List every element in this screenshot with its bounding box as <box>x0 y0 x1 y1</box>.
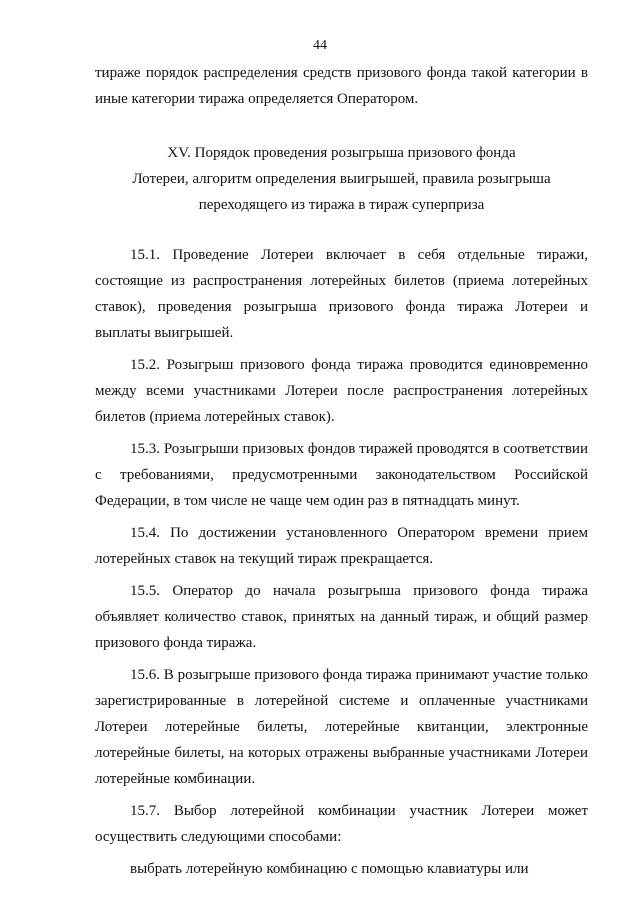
section-heading-line-3: переходящего из тиража в тираж суперприза <box>198 197 485 213</box>
intro-paragraph: тираже порядок распределения средств призового фонда такой категории в иные категории тиража определяется Оператором. <box>95 65 588 107</box>
paragraph-15-1: 15.1. Проведение Лотереи включает в себя отдельные тиражи, состоящие из распространения лотерейных билетов (приема лотерейных ставок), проведения розыгрыша призового фонда тиража Лотереи и выплаты выигрышей. <box>95 247 588 341</box>
section-heading-line-1: XV. Порядок проведения розыгрыша призового фонда <box>167 145 516 161</box>
section-heading <box>95 140 588 218</box>
paragraph-15-6: 15.6. В розыгрыше призового фонда тиража принимают участие только зарегистрированные в лотерейной системе и оплаченные участниками Лотереи лотерейные билеты, лотерейные квитанции, электронные лотерейные билеты, на которых отражены выбранные участниками Лотереи лотерейные комбинации. <box>95 667 588 787</box>
section-heading-line-2: Лотереи, алгоритм определения выигрышей, правила розыгрыша <box>132 171 551 187</box>
document-body <box>95 60 588 882</box>
paragraph-15-5: 15.5. Оператор до начала розыгрыша призового фонда тиража объявляет количество ставок, принятых на данный тираж, и общий размер призового фонда тиража. <box>95 583 588 651</box>
paragraph-15-4: 15.4. По достижении установленного Оператором времени прием лотерейных ставок на текущий тираж прекращается. <box>95 525 588 567</box>
page-number: 44 <box>313 38 327 53</box>
paragraph-15-7: 15.7. Выбор лотерейной комбинации участник Лотереи может осуществить следующими способами: <box>95 803 588 845</box>
paragraph-15-2: 15.2. Розыгрыш призового фонда тиража проводится единовременно между всеми участниками Лотереи после распространения лотерейных билетов (приема лотерейных ставок). <box>95 357 588 425</box>
paragraph-15-3: 15.3. Розыгрыши призовых фондов тиражей проводятся в соответствии с требованиями, предусмотренными законодательством Российской Федерации, в том числе не чаще чем один раз в пятнадцать минут. <box>95 441 588 509</box>
paragraph-continuation: выбрать лотерейную комбинацию с помощью клавиатуры или <box>130 861 529 877</box>
